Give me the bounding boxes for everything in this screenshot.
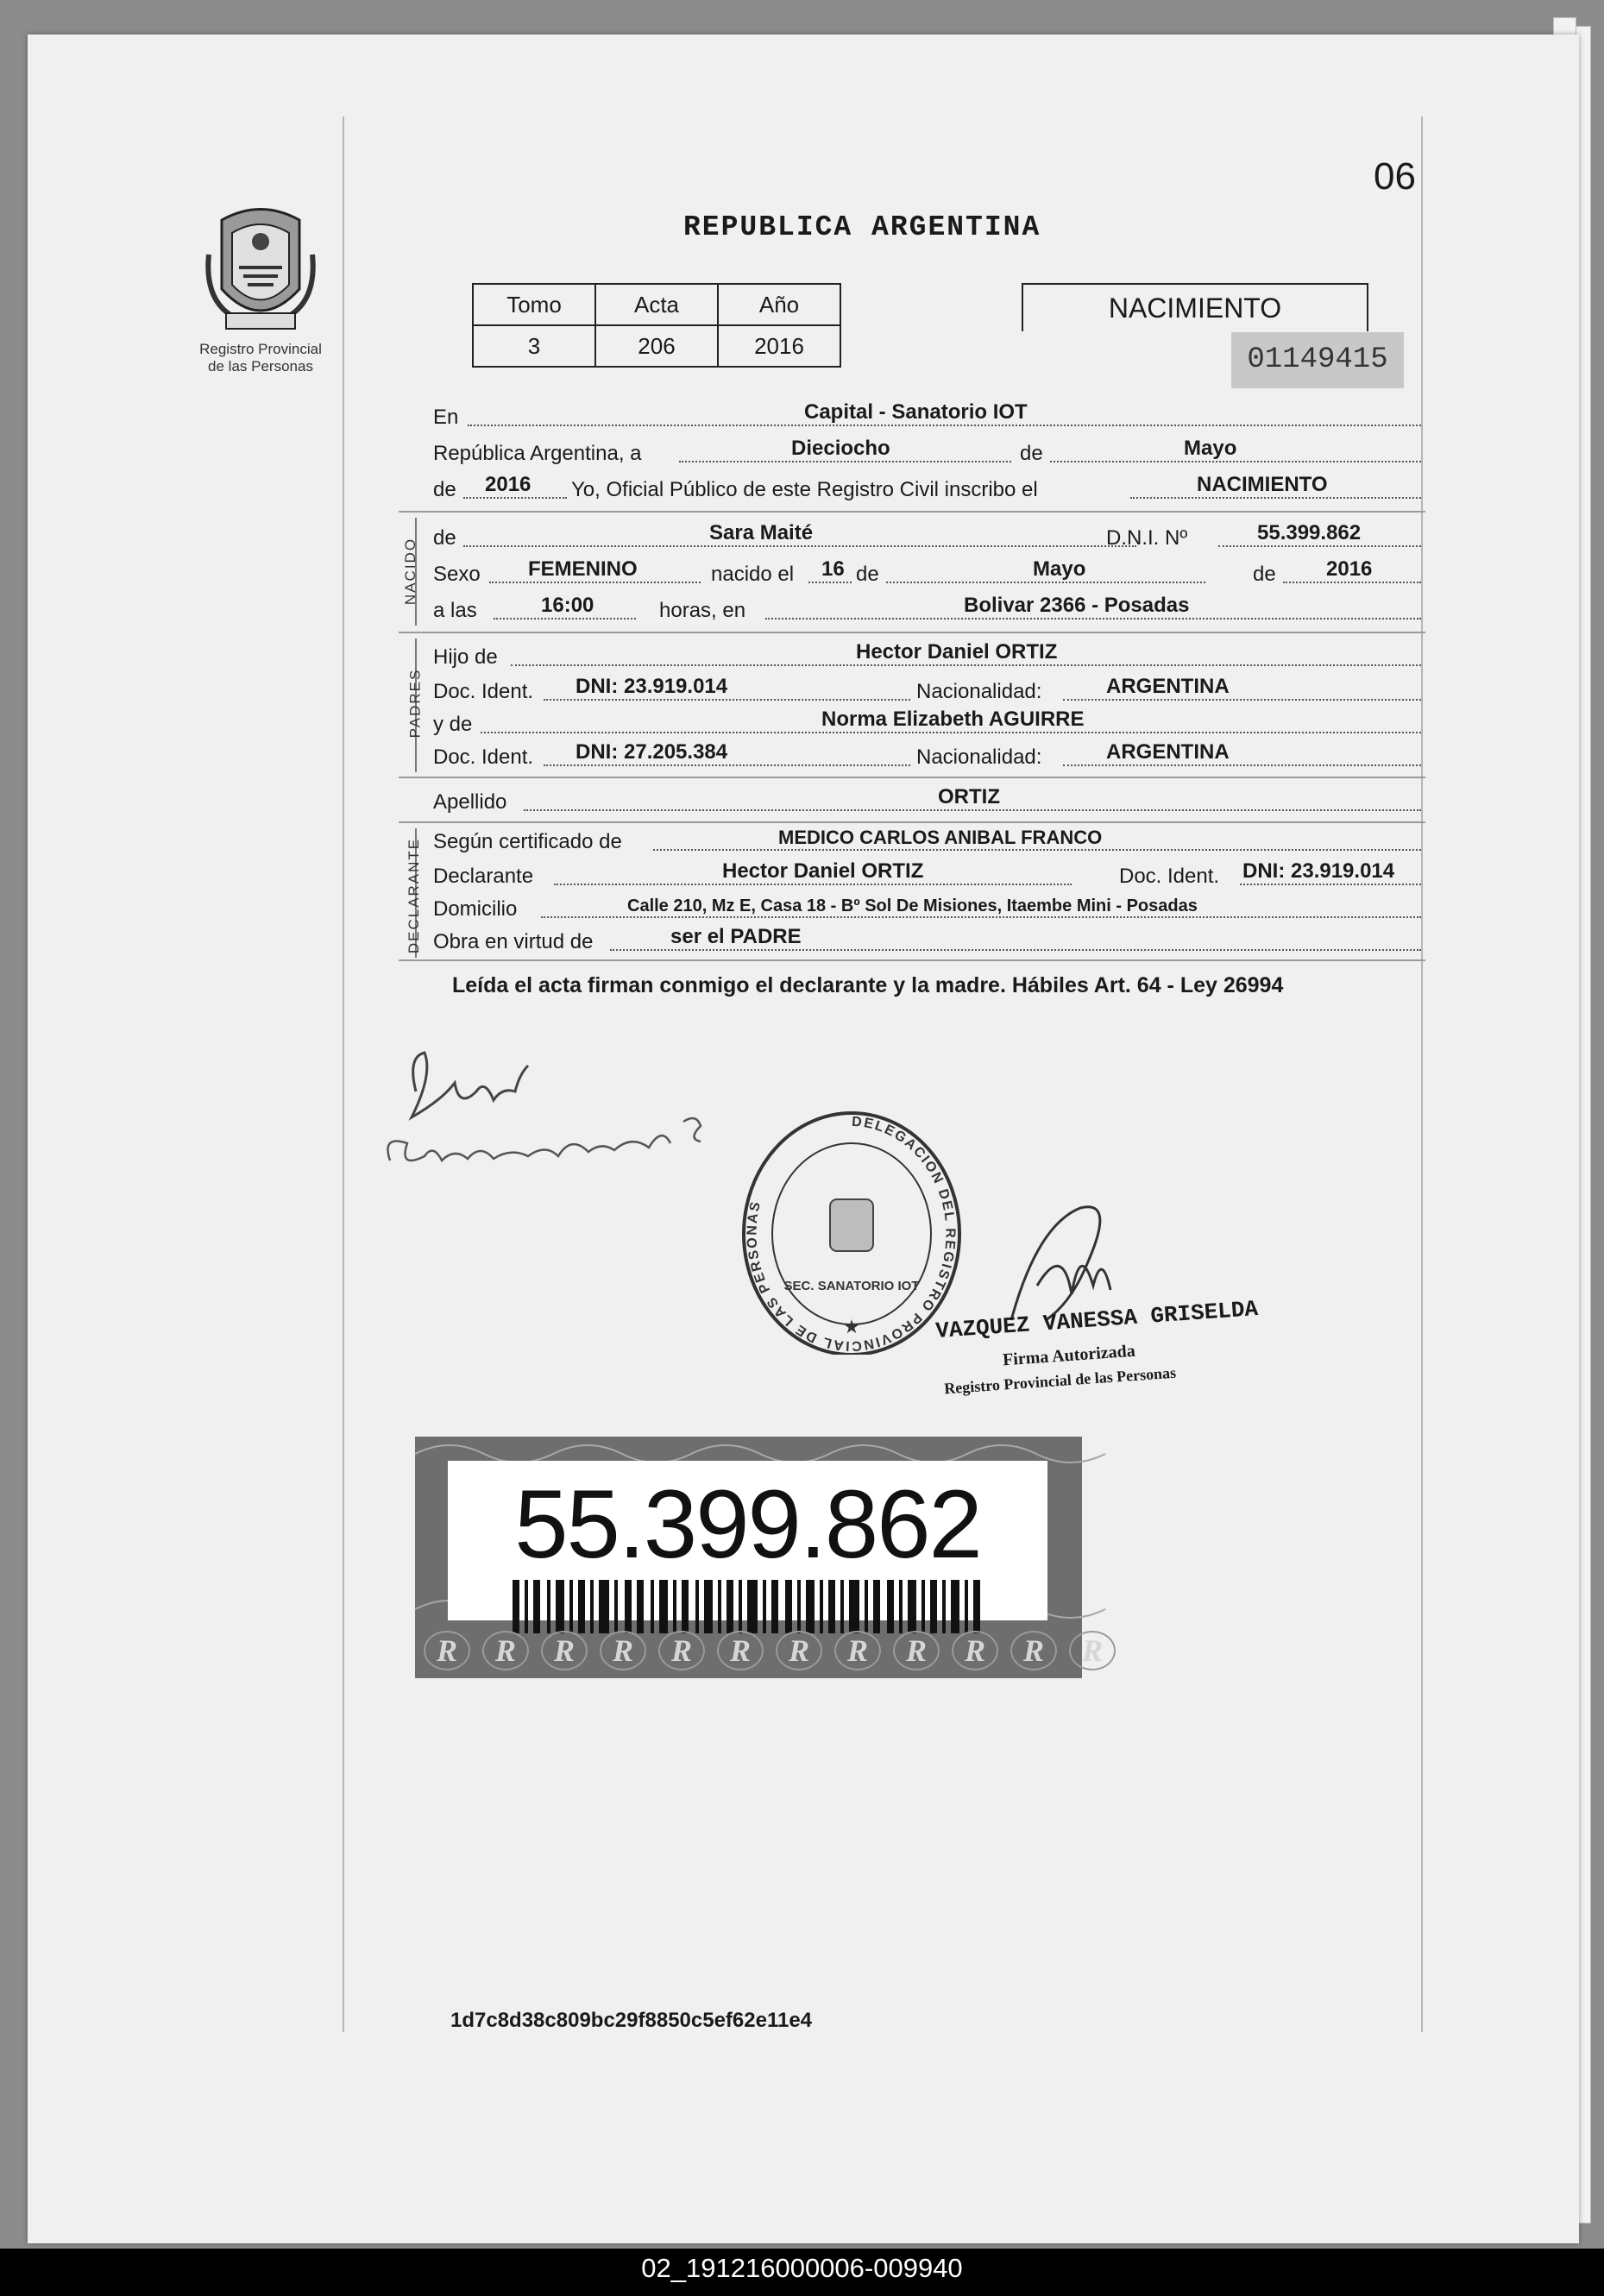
dotted-line	[1130, 497, 1421, 499]
book-value-ano: 2016	[718, 325, 840, 367]
office-name-line-1: Registro Provincial	[199, 341, 322, 357]
strip-mark: R	[776, 1631, 822, 1670]
dotted-line	[481, 732, 1421, 733]
row-en	[433, 397, 1421, 431]
value-child-name: Sara Maité	[709, 521, 814, 544]
book-value-tomo: 3	[473, 325, 595, 367]
dotted-line	[494, 618, 636, 620]
label-padres: PADRES	[406, 668, 424, 739]
value-birth-day: 16	[821, 557, 845, 581]
dotted-line	[463, 497, 567, 499]
dotted-line	[1063, 764, 1421, 766]
value-sex: FEMENINO	[528, 557, 638, 581]
dotted-line	[544, 764, 910, 766]
book-header-tomo: Tomo	[473, 284, 595, 325]
barcode-white-area	[448, 1461, 1047, 1620]
label-republica: República Argentina, a	[433, 442, 642, 465]
dotted-line	[1240, 884, 1421, 885]
barcode-sticker	[415, 1437, 1103, 1678]
strip-mark: R	[600, 1631, 646, 1670]
document-hash: 1d7c8d38c809bc29f8850c5ef62e11e4	[450, 2009, 813, 2032]
label-declarante: DECLARANTE	[406, 837, 423, 954]
dotted-line	[463, 545, 1136, 547]
dotted-line	[468, 425, 1421, 426]
coat-of-arms-icon	[204, 203, 317, 341]
dotted-line	[610, 949, 1421, 951]
strip-mark: R	[1010, 1631, 1057, 1670]
dotted-line	[808, 582, 852, 583]
row-certificado	[433, 821, 1421, 856]
dotted-line	[653, 849, 1421, 851]
record-type-box: NACIMIENTO	[1022, 283, 1368, 331]
section-separator	[399, 511, 1425, 513]
label-nacionalidad: Nacionalidad:	[916, 745, 1042, 769]
dotted-line	[511, 664, 1421, 666]
dotted-line	[489, 582, 701, 583]
dotted-line	[1283, 582, 1421, 583]
frame-right-line	[1421, 116, 1423, 2032]
strip-mark: R	[1069, 1631, 1116, 1670]
security-strip	[415, 1622, 1103, 1678]
row-hora	[433, 590, 1421, 625]
official-stamp	[735, 1104, 968, 1359]
section-separator	[399, 959, 1425, 961]
value-father-dni: DNI: 23.919.014	[576, 675, 728, 698]
label-nacido-el: nacido el	[711, 563, 795, 586]
section-separator	[399, 632, 1425, 633]
signer-organization: Registro Provincial de las Personas	[943, 1363, 1177, 1398]
row-obra	[433, 922, 1421, 956]
strip-mark: R	[658, 1631, 705, 1670]
label-de: de	[1020, 442, 1043, 465]
dotted-line	[765, 618, 1421, 620]
label-dni: D.N.I. Nº	[1106, 526, 1188, 550]
page-number: 06	[1374, 155, 1416, 198]
value-record-kind: NACIMIENTO	[1197, 473, 1328, 496]
label-apellido: Apellido	[433, 790, 507, 814]
value-birth-address: Bolivar 2366 - Posadas	[964, 594, 1190, 617]
row-year	[433, 469, 1421, 504]
label-segun-certificado: Según certificado de	[433, 830, 622, 853]
frame-left-line	[343, 116, 344, 2032]
value-declarant-name: Hector Daniel ORTIZ	[722, 859, 924, 883]
row-hijo	[433, 637, 1421, 671]
stamp-seal-icon	[735, 1104, 968, 1355]
label-horas-en: horas, en	[659, 599, 746, 622]
label-doc-ident: Doc. Ident.	[1119, 865, 1220, 888]
label-y-de: y de	[433, 713, 473, 736]
scan-code: 02_191216000006-009940	[641, 2253, 963, 2283]
barcode-number: 55.399.862	[514, 1470, 981, 1578]
strip-mark: R	[952, 1631, 998, 1670]
value-surname: ORTIZ	[938, 785, 1000, 808]
label-a-las: a las	[433, 599, 477, 622]
label-en: En	[433, 406, 459, 429]
value-father-nationality: ARGENTINA	[1106, 675, 1230, 698]
row-apellido	[433, 782, 1421, 816]
value-birth-time: 16:00	[541, 594, 594, 617]
legal-note: Leída el acta firman conmigo el declarante y la madre. Hábiles Art. 64 - Ley 26994	[452, 973, 1284, 997]
label-nacionalidad: Nacionalidad:	[916, 680, 1042, 703]
value-father-name: Hector Daniel ORTIZ	[856, 640, 1058, 664]
section-separator	[399, 777, 1425, 778]
label-domicilio: Domicilio	[433, 897, 518, 921]
book-header-ano: Año	[718, 284, 840, 325]
dotted-line	[1063, 699, 1421, 701]
book-header-acta: Acta	[595, 284, 718, 325]
strip-mark: R	[424, 1631, 470, 1670]
value-mother-nationality: ARGENTINA	[1106, 740, 1230, 764]
value-month: Mayo	[1184, 437, 1237, 460]
document-sheet	[28, 35, 1579, 2243]
strip-mark: R	[541, 1631, 588, 1670]
row-doc2	[433, 737, 1421, 771]
value-child-dni: 55.399.862	[1257, 521, 1362, 544]
value-place: Capital - Sanatorio IOT	[804, 400, 1028, 424]
book-value-acta: 206	[595, 325, 718, 367]
label-obra: Obra en virtud de	[433, 930, 594, 953]
row-name	[433, 518, 1421, 552]
label-doc-ident: Doc. Ident.	[433, 680, 534, 703]
label-nacido: NACIDO	[402, 537, 419, 606]
stamp-inner-text: SEC. SANATORIO IOT	[783, 1279, 920, 1293]
value-mother-name: Norma Elizabeth AGUIRRE	[821, 708, 1085, 731]
row-y-de	[433, 704, 1421, 739]
provincial-seal	[170, 203, 351, 375]
dotted-line	[544, 699, 910, 701]
value-mother-dni: DNI: 27.205.384	[576, 740, 728, 764]
label-de: de	[856, 563, 879, 586]
value-declarant-dni: DNI: 23.919.014	[1242, 859, 1395, 883]
value-day: Dieciocho	[791, 437, 890, 460]
dotted-line	[679, 461, 1011, 462]
label-de: de	[433, 526, 456, 550]
dotted-line	[554, 884, 1072, 885]
row-doc1	[433, 671, 1421, 706]
label-oficial: Yo, Oficial Público de este Registro Civil inscribo el	[571, 478, 1038, 501]
value-capacity: ser el PADRE	[670, 925, 802, 948]
value-certifier: MEDICO CARLOS ANIBAL FRANCO	[778, 827, 1103, 848]
row-declarante	[433, 856, 1421, 890]
dotted-line	[524, 809, 1421, 811]
value-address: Calle 210, Mz E, Casa 18 - Bº Sol De Misiones, Itaembe Mini - Posadas	[627, 896, 1198, 915]
stamp-star-icon: ★	[843, 1316, 860, 1337]
signer-name: VAZQUEZ VANESSA GRISELDA	[934, 1295, 1260, 1345]
book-table	[472, 283, 841, 368]
strip-mark: R	[893, 1631, 940, 1670]
stamp-ring-text: DELEGACION DEL REGISTRO PROVINCIAL DE LAS PERSONAS	[745, 1114, 958, 1354]
value-year: 2016	[485, 473, 532, 496]
row-domicilio	[433, 889, 1421, 923]
dotted-line	[1218, 545, 1421, 547]
strip-mark: R	[482, 1631, 529, 1670]
row-sexo	[433, 554, 1421, 588]
handwritten-signatures	[373, 1040, 735, 1212]
office-name-line-2: de las Personas	[208, 358, 313, 374]
label-sexo: Sexo	[433, 563, 481, 586]
value-birth-year: 2016	[1326, 557, 1373, 581]
serial-number: 01149415	[1231, 332, 1404, 388]
label-de: de	[433, 478, 456, 501]
label-de: de	[1253, 563, 1276, 586]
signer-role: Firma Autorizada	[1002, 1341, 1136, 1370]
strip-mark: R	[717, 1631, 764, 1670]
label-doc-ident: Doc. Ident.	[433, 745, 534, 769]
label-hijo-de: Hijo de	[433, 645, 498, 669]
value-birth-month: Mayo	[1033, 557, 1086, 581]
dotted-line	[886, 582, 1205, 583]
label-declarante-row: Declarante	[433, 865, 534, 888]
dotted-line	[1050, 461, 1421, 462]
dotted-line	[541, 916, 1421, 918]
row-republica	[433, 433, 1421, 468]
strip-mark: R	[834, 1631, 881, 1670]
document-title: REPUBLICA ARGENTINA	[683, 211, 1041, 243]
